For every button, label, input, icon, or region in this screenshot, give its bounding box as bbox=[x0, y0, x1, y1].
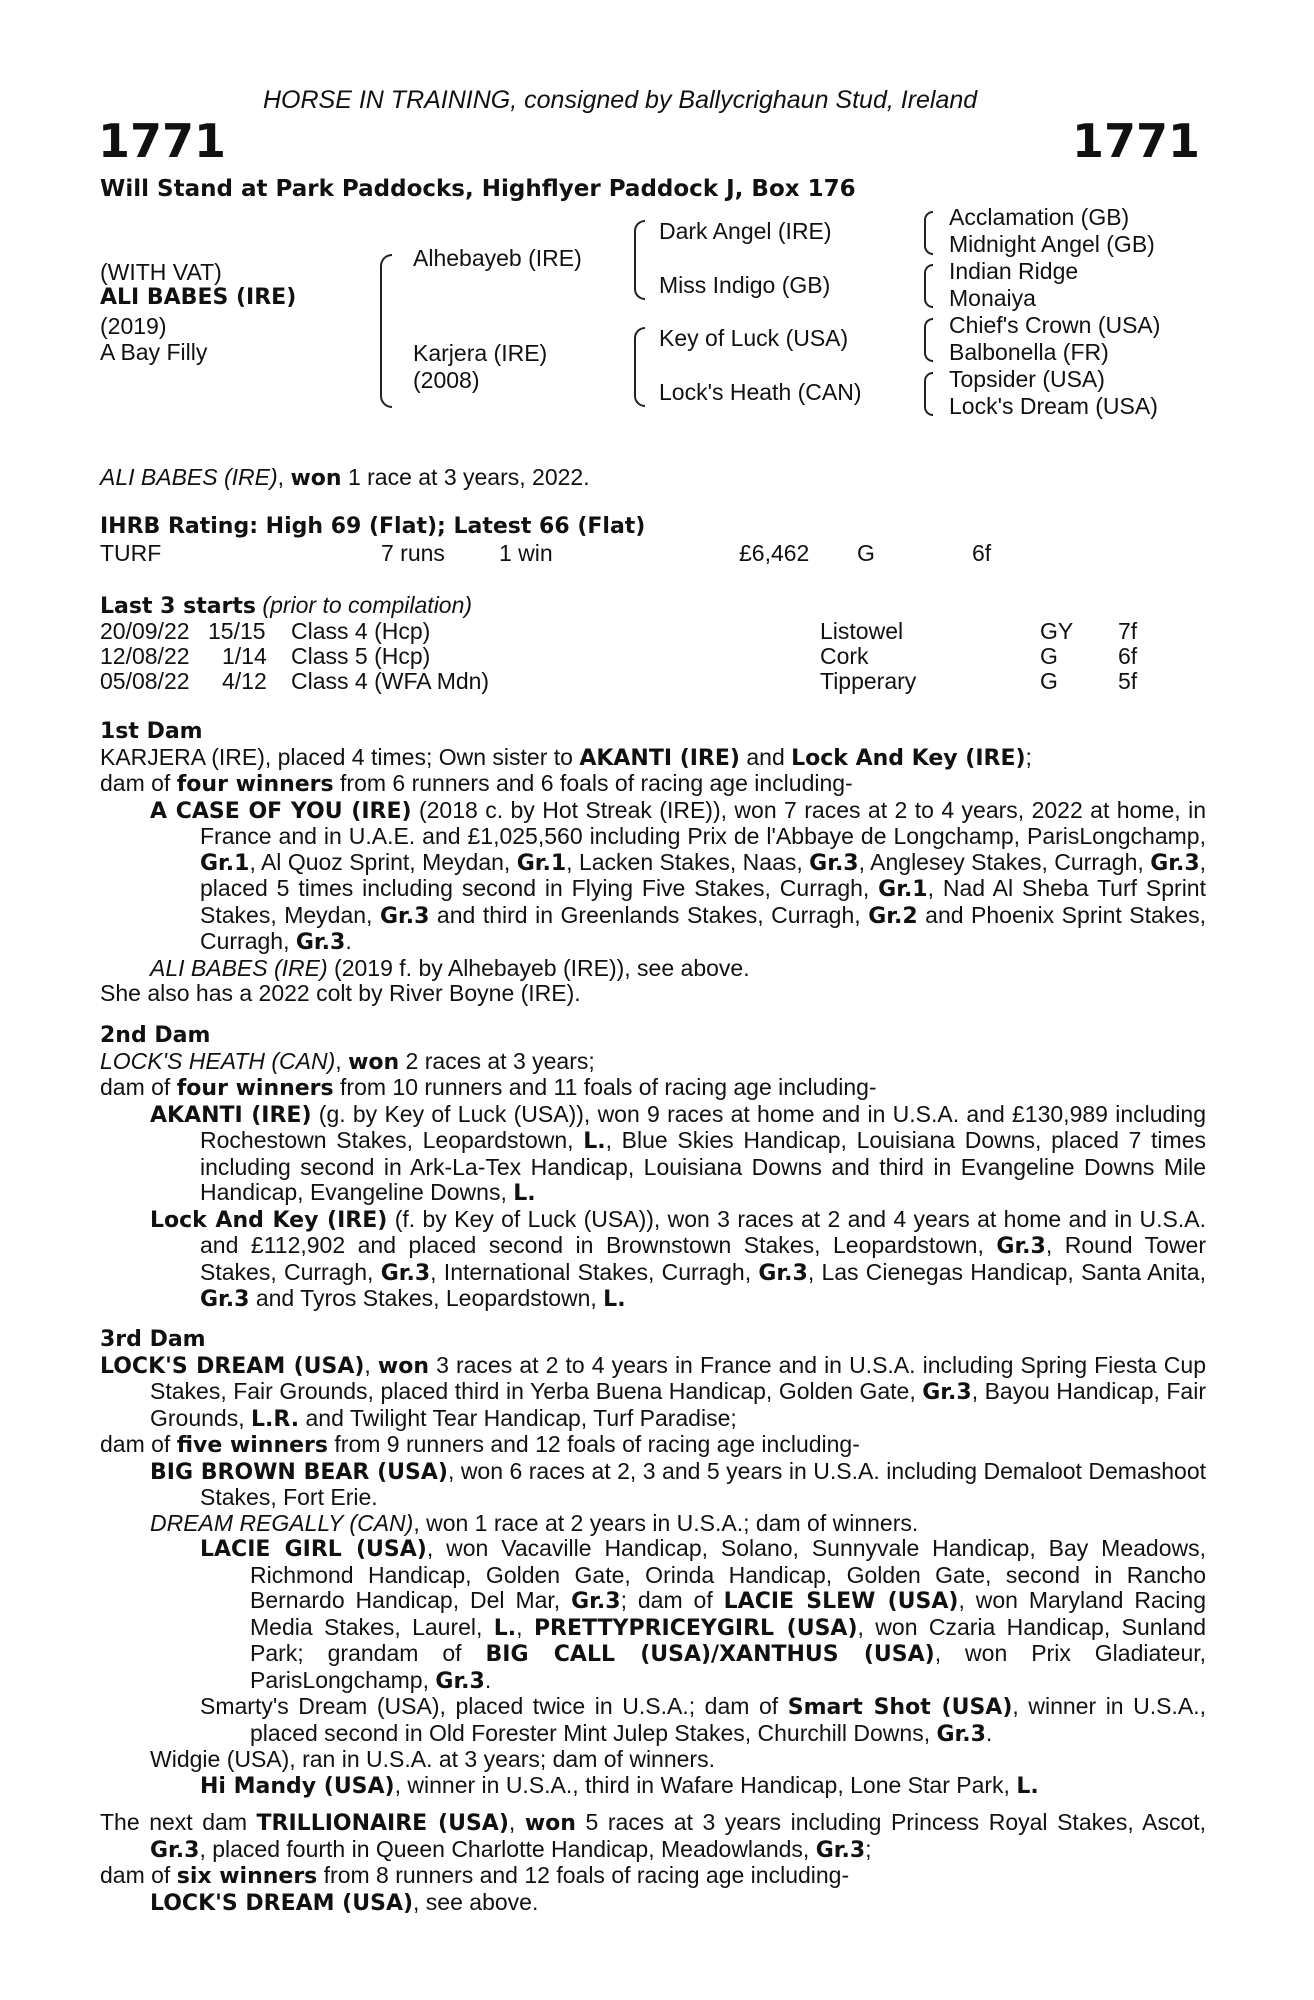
produce-note: She also has a 2022 colt by River Boyne (IRE). bbox=[100, 980, 581, 1006]
text: , won 1 race at 2 years in U.S.A.; dam of winners. bbox=[413, 1509, 919, 1536]
grade: L. bbox=[583, 1129, 606, 1154]
grade: Gr.3 bbox=[922, 1380, 972, 1405]
grade: Gr.3 bbox=[379, 903, 430, 929]
grade: Gr.3 bbox=[150, 1837, 200, 1863]
produce-entry bbox=[100, 1890, 1206, 1917]
horse-ref: LOCK'S DREAM (USA) bbox=[150, 1890, 414, 1916]
summary-text: 1 race at 3 years, 2022. bbox=[341, 464, 590, 490]
winners-count: four winners bbox=[176, 772, 334, 797]
grade: Gr.3 bbox=[815, 1837, 866, 1863]
rating-prize: £6,462 bbox=[739, 540, 810, 566]
grade: Gr.3 bbox=[1150, 850, 1200, 876]
text: , International Stakes, Curragh, bbox=[430, 1258, 759, 1285]
horse-ref: TRILLIONAIRE (USA) bbox=[256, 1811, 509, 1836]
third-dam-produce-line bbox=[100, 1432, 1206, 1459]
text: , Lacken Stakes, Naas, bbox=[566, 848, 810, 875]
first-dam-line bbox=[100, 745, 1206, 772]
grade: Gr.3 bbox=[435, 1668, 485, 1694]
grade: Gr.3 bbox=[200, 1287, 250, 1312]
pedigree-brace-sd bbox=[924, 264, 933, 308]
text: , Anglesey Stakes, Curragh, bbox=[858, 848, 1151, 875]
rating-distance: 6f bbox=[972, 540, 992, 566]
start-row-pos: 4/12 bbox=[222, 668, 267, 694]
start-row-distance: 6f bbox=[1118, 643, 1138, 669]
produce-entry bbox=[100, 1459, 1206, 1511]
text: from 8 runners and 12 foals of racing age including- bbox=[317, 1862, 850, 1888]
winners-count: five winners bbox=[176, 1433, 329, 1458]
horse-ref: Lock And Key (IRE) bbox=[150, 1207, 388, 1233]
text: , Blue Skies Handicap, Louisiana Downs, placed 7 times including second in Ark-La-Tex Handicap, Louisiana Downs and third in Evangeline Downs Mile Handicap, Evangeline Downs, bbox=[200, 1127, 1206, 1205]
horse-ref: A CASE OF YOU (IRE) bbox=[150, 798, 412, 824]
summary-won: won bbox=[290, 466, 342, 491]
produce-entry bbox=[100, 1536, 1206, 1694]
pedigree-brace-dd bbox=[924, 372, 933, 416]
rating-going: G bbox=[857, 540, 875, 566]
stand-location: Will Stand at Park Paddocks, Highflyer Paddock J, Box 176 bbox=[100, 176, 856, 202]
last-starts-note: (prior to compilation) bbox=[262, 592, 473, 618]
horse-ref: LACIE SLEW (USA) bbox=[723, 1589, 959, 1614]
text: and Twilight Tear Handicap, Turf Paradise; bbox=[299, 1404, 737, 1431]
horse-desc: A Bay Filly bbox=[100, 339, 208, 365]
text: dam of bbox=[100, 1862, 177, 1888]
second-dam-title: 2nd Dam bbox=[100, 1023, 211, 1048]
rating-title: IHRB Rating: High 69 (Flat); Latest 66 (Flat) bbox=[100, 514, 646, 539]
next-dam-section bbox=[100, 1810, 1206, 1916]
horse-ref: LOCK'S HEATH (CAN) bbox=[100, 1047, 336, 1074]
produce-entry bbox=[100, 1511, 1206, 1537]
text: , won 6 races at 2, 3 and 5 years in U.S.A. including Demaloot Demashoot Stakes, Fort Erie. bbox=[200, 1457, 1207, 1510]
text: ; bbox=[1025, 743, 1032, 770]
grade: Gr.3 bbox=[996, 1234, 1046, 1259]
text: and Tyros Stakes, Leopardstown, bbox=[249, 1285, 604, 1311]
horse-ref: PRETTYPRICEYGIRL (USA) bbox=[533, 1615, 858, 1641]
pedigree-brace-main bbox=[380, 254, 392, 408]
produce-entry bbox=[100, 1773, 1206, 1800]
pedigree-sss: Acclamation (GB) bbox=[949, 204, 1130, 230]
pedigree-dds: Topsider (USA) bbox=[949, 366, 1105, 392]
text: , Al Quoz Sprint, Meydan, bbox=[249, 848, 517, 875]
text: from 6 runners and 6 foals of racing age including- bbox=[333, 770, 853, 796]
grade: Gr.1 bbox=[516, 850, 567, 876]
second-dam-line bbox=[100, 1049, 1206, 1076]
winners-count: six winners bbox=[176, 1864, 318, 1889]
horse-ref: DREAM REGALLY (CAN) bbox=[150, 1509, 414, 1536]
won-label: won bbox=[524, 1811, 576, 1836]
vat-note: (WITH VAT) bbox=[100, 259, 222, 285]
text: (g. by Key of Luck (USA)), won 9 races at home and in U.S.A. and £130,989 including Rochestown Stakes, Leopardstown, bbox=[200, 1100, 1206, 1153]
text: , bbox=[335, 1047, 349, 1074]
start-row-date: 05/08/22 bbox=[100, 668, 190, 694]
start-row-pos: 15/15 bbox=[208, 618, 266, 644]
grade: Gr.3 bbox=[380, 1260, 431, 1286]
horse-name: ALI BABES (IRE) bbox=[100, 285, 297, 310]
horse-ref: LOCK'S DREAM (USA) bbox=[100, 1353, 365, 1379]
produce-entry bbox=[100, 798, 1206, 956]
start-row-course: Listowel bbox=[820, 618, 904, 644]
winners-count: four winners bbox=[176, 1076, 334, 1101]
won-label: won bbox=[377, 1353, 430, 1379]
pedigree-sdd: Monaiya bbox=[949, 285, 1036, 311]
text: , placed fourth in Queen Charlotte Handicap, Meadowlands, bbox=[199, 1835, 816, 1862]
horse-year: (2019) bbox=[100, 313, 167, 339]
grade: L. bbox=[1016, 1773, 1039, 1799]
text: and third in Greenlands Stakes, Curragh, bbox=[429, 901, 869, 928]
text: (2019 f. by Alhebayeb (IRE)), see above. bbox=[327, 954, 750, 981]
horse-ref: Smart Shot (USA) bbox=[787, 1695, 1013, 1720]
text: dam of bbox=[100, 1431, 177, 1457]
produce-entry bbox=[100, 1102, 1206, 1207]
text: ; bbox=[865, 1835, 872, 1862]
start-row-going: G bbox=[1040, 668, 1058, 694]
text: , bbox=[516, 1613, 534, 1640]
pedigree-dam-year: (2008) bbox=[413, 367, 480, 393]
pedigree-brace-sire bbox=[634, 220, 645, 300]
pedigree-sire-sire: Dark Angel (IRE) bbox=[659, 218, 832, 244]
pedigree-dss: Chief's Crown (USA) bbox=[949, 312, 1161, 338]
pedigree-ssd: Midnight Angel (GB) bbox=[949, 231, 1155, 257]
text: , Las Cienegas Handicap, Santa Anita, bbox=[807, 1258, 1206, 1285]
pedigree-ddd: Lock's Dream (USA) bbox=[949, 393, 1158, 419]
start-row-pos: 1/14 bbox=[222, 643, 267, 669]
horse-ref: LACIE GIRL (USA) bbox=[200, 1537, 427, 1562]
text: ; dam of bbox=[620, 1587, 724, 1613]
start-row-distance: 5f bbox=[1118, 668, 1138, 694]
first-dam-section bbox=[100, 719, 1206, 1007]
text: , bbox=[508, 1809, 525, 1835]
start-row-class: Class 4 (WFA Mdn) bbox=[291, 668, 490, 694]
next-dam-produce-line bbox=[100, 1863, 1206, 1890]
grade: Gr.3 bbox=[571, 1589, 621, 1614]
start-row-course: Cork bbox=[820, 643, 869, 669]
rating-wins: 1 win bbox=[499, 540, 553, 566]
pedigree-dsd: Balbonella (FR) bbox=[949, 339, 1109, 365]
horse-ref: BIG BROWN BEAR (USA) bbox=[150, 1459, 448, 1485]
text: (f. by Key of Luck (USA)), won 3 races at 2 and 4 years at home and in U.S.A. and £112,902 and placed second in Brownstown Stakes, Leopardstown, bbox=[200, 1205, 1207, 1258]
horse-ref: Hi Mandy (USA) bbox=[200, 1773, 395, 1799]
produce-entry: Widgie (USA), ran in U.S.A. at 3 years; dam of winners. bbox=[150, 1746, 715, 1772]
text: 2 races at 3 years; bbox=[399, 1047, 595, 1074]
text: The next dam bbox=[100, 1809, 257, 1835]
pedigree-brace-ss bbox=[924, 211, 933, 255]
start-row-going: G bbox=[1040, 643, 1058, 669]
second-dam-section bbox=[100, 1023, 1206, 1313]
horse-ref: Lock And Key (IRE) bbox=[791, 745, 1026, 771]
start-row-course: Tipperary bbox=[820, 668, 917, 694]
produce-entry bbox=[100, 1207, 1206, 1313]
grade: Gr.1 bbox=[878, 877, 928, 902]
text: (2018 c. by Hot Streak (IRE)), won 7 races at 2 to 4 years, 2022 at home, in France and in U.A.E. and £1,025,560 including Prix de l'Abbaye de Longchamp, ParisLongchamp, bbox=[200, 796, 1206, 849]
horse-ref: BIG CALL (USA)/XANTHUS (USA) bbox=[485, 1642, 935, 1667]
summary-name: ALI BABES (IRE) bbox=[100, 464, 278, 490]
horse-ref: AKANTI (IRE) bbox=[150, 1102, 312, 1128]
start-row-date: 12/08/22 bbox=[100, 643, 190, 669]
text: dam of bbox=[100, 1074, 177, 1100]
pedigree-brace-ds bbox=[924, 318, 933, 362]
third-dam-line bbox=[100, 1353, 1206, 1433]
text: , won Maryland Racing Media Stakes, Laurel, bbox=[250, 1587, 1206, 1640]
pedigree-brace-dam bbox=[634, 327, 645, 407]
start-row-class: Class 5 (Hcp) bbox=[291, 643, 431, 669]
text: 3 races at 2 to 4 years in France and in U.S.A. including Spring Fiesta Cup Stakes, Fair Grounds, placed third in Yerba Buena Handicap, Golden Gate, bbox=[150, 1351, 1206, 1404]
grade: Gr.3 bbox=[809, 850, 859, 876]
won-label: won bbox=[348, 1049, 400, 1075]
text: , Bayou Handicap, Fair Grounds, bbox=[150, 1378, 1206, 1431]
text: , winner in U.S.A., third in Wafare Handicap, Lone Star Park, bbox=[394, 1771, 1017, 1798]
rating-runs: 7 runs bbox=[381, 540, 445, 566]
text: and Phoenix Sprint Stakes, Curragh, bbox=[200, 901, 1206, 954]
first-dam-title: 1st Dam bbox=[100, 719, 203, 744]
horse-ref: AKANTI (IRE) bbox=[579, 745, 740, 771]
consignment-line: HORSE IN TRAINING, consigned by Ballycrighaun Stud, Ireland bbox=[263, 86, 978, 114]
start-row-class: Class 4 (Hcp) bbox=[291, 618, 431, 644]
grade: L. bbox=[513, 1181, 536, 1206]
text: . bbox=[484, 1666, 492, 1693]
produce-entry bbox=[100, 956, 1206, 982]
lot-number-left: 1771 bbox=[98, 114, 227, 168]
third-dam-title: 3rd Dam bbox=[100, 1327, 206, 1352]
horse-ref: ALI BABES (IRE) bbox=[150, 954, 328, 981]
pedigree-sire: Alhebayeb (IRE) bbox=[413, 245, 582, 271]
text: , winner in U.S.A., placed second in Old Forester Mint Julep Stakes, Churchill Downs, bbox=[250, 1693, 1207, 1746]
pedigree-sire-dam: Miss Indigo (GB) bbox=[659, 272, 831, 298]
text: from 9 runners and 12 foals of racing age including- bbox=[328, 1431, 860, 1457]
text: , won Vacaville Handicap, Solano, Sunnyvale Handicap, Bay Meadows, Richmond Handicap, Golden Gate, Orinda Handicap, Golden Gate, second in Rancho Bernardo Handicap, Del Mar, bbox=[250, 1535, 1206, 1613]
lot-number-right: 1771 bbox=[1071, 114, 1200, 168]
text: , bbox=[364, 1351, 378, 1378]
start-row-distance: 7f bbox=[1118, 618, 1138, 644]
text: and bbox=[739, 743, 792, 770]
text: , Round Tower Stakes, Curragh, bbox=[200, 1232, 1206, 1285]
pedigree-sds: Indian Ridge bbox=[949, 258, 1079, 284]
third-dam-section bbox=[100, 1327, 1206, 1799]
text: 5 races at 3 years including Princess Royal Stakes, Ascot, bbox=[575, 1809, 1207, 1835]
pedigree-dam-dam: Lock's Heath (CAN) bbox=[659, 379, 862, 405]
pedigree-dam-sire: Key of Luck (USA) bbox=[659, 325, 849, 351]
pedigree-dam: Karjera (IRE) bbox=[413, 340, 548, 366]
grade: Gr.3 bbox=[936, 1721, 986, 1747]
text: from 10 runners and 11 foals of racing age including- bbox=[333, 1074, 877, 1100]
last-starts-title: Last 3 starts bbox=[100, 594, 257, 619]
text: Smarty's Dream (USA), placed twice in U.S.A.; dam of bbox=[200, 1693, 788, 1719]
grade: L. bbox=[493, 1615, 517, 1641]
text: , see above. bbox=[413, 1888, 539, 1915]
produce-entry bbox=[100, 1694, 1206, 1747]
grade: Gr.3 bbox=[758, 1260, 808, 1286]
rating-surface: TURF bbox=[100, 540, 162, 566]
text: KARJERA (IRE), placed 4 times; Own sister to bbox=[100, 743, 580, 770]
grade: L. bbox=[603, 1287, 626, 1312]
next-dam-line bbox=[100, 1810, 1206, 1863]
second-dam-produce-line bbox=[100, 1075, 1206, 1102]
start-row-going: GY bbox=[1040, 618, 1074, 644]
text: dam of bbox=[100, 770, 177, 796]
grade: L.R. bbox=[251, 1406, 300, 1432]
text: . bbox=[345, 928, 352, 954]
text: , won Prix Gladiateur, ParisLongchamp, bbox=[250, 1640, 1207, 1693]
text: , Nad Al Sheba Turf Sprint Stakes, Meydan, bbox=[200, 875, 1206, 928]
last-starts-heading bbox=[100, 592, 472, 620]
grade: Gr.1 bbox=[200, 850, 250, 876]
first-dam-produce-line bbox=[100, 771, 1206, 798]
text: , won Czaria Handicap, Sunland Park; grandam of bbox=[250, 1613, 1207, 1666]
start-row-date: 20/09/22 bbox=[100, 618, 190, 644]
text: . bbox=[985, 1719, 993, 1746]
grade: Gr.3 bbox=[295, 930, 346, 955]
race-summary: ALI BABES (IRE), won 1 race at 3 years, 2022. bbox=[100, 464, 590, 491]
text: , placed 5 times including second in Flying Five Stakes, Curragh, bbox=[200, 848, 1207, 901]
grade: Gr.2 bbox=[868, 903, 918, 929]
